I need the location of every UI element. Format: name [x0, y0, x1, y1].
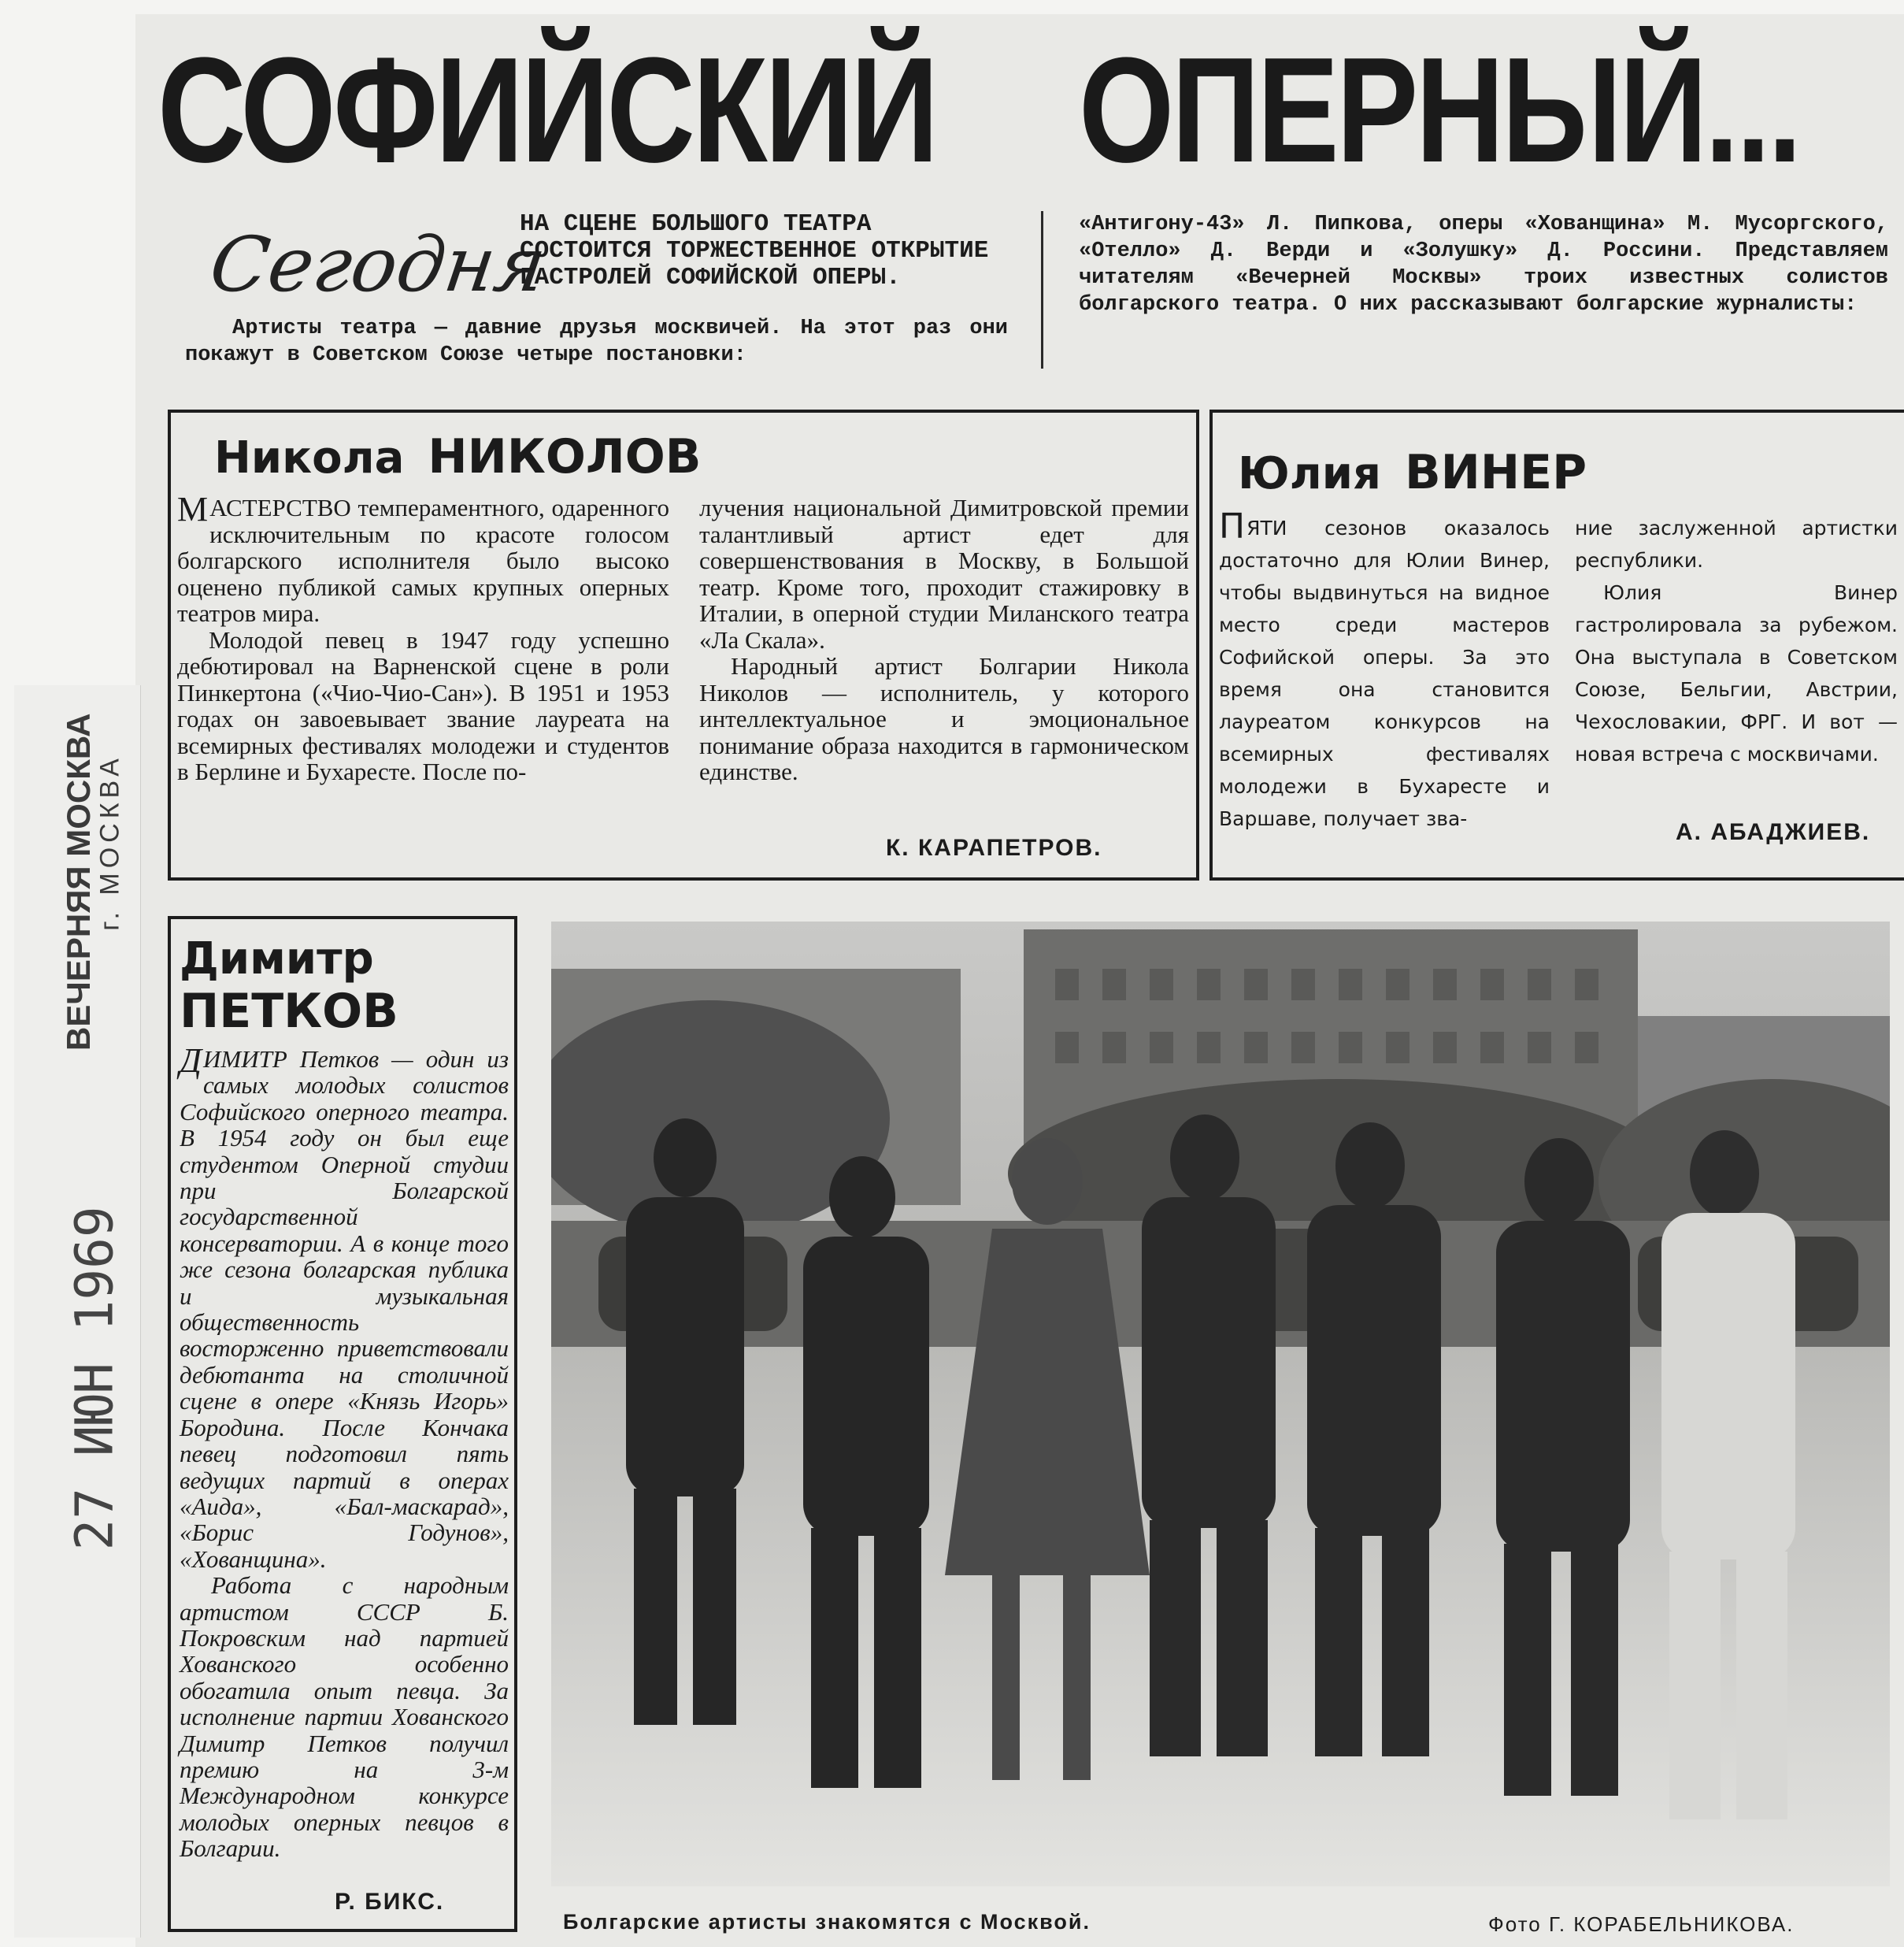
- profile-nikolov-col1: [177, 490, 669, 785]
- profile-nikolov-col1-p2: Молодой певец в 1947 году успешно дебютировал на Варненской сцене в роли Пинкертона («Чио-Чио-Сан»). В 1951 и 1953 годах он завоевывает звание лауреата на всемирных фестивалях молодежи и студентов в Берлине и Бухаресте. После по-: [177, 625, 669, 785]
- profile-nikolov-last-name: НИКОЛОВ: [428, 429, 702, 484]
- lead-text: Артисты театра — давние друзья москвичей. На этот раз они покажут в Советском Союзе четыре постановки:: [185, 317, 1008, 367]
- profile-nikolov-col2-text: лучения национальной Димитровской премии талантливый артист едет для совершенствования в Москву, в Большой театр. Кроме того, проходит стажировку в Италии, в оперной студии Миланского театра «Ла Скала».: [699, 494, 1189, 654]
- profile-viner-name: [1238, 447, 1587, 499]
- profile-nikolov-col1-text: АСТЕРСТВО темпераментного, одаренного исключительным по красоте голосом болгарского исполнителя было высоко оценено публикой самых крупных оперных театров мира.: [177, 494, 669, 627]
- photo-credit: Фото Г. КОРАБЕЛЬНИКОВА.: [1488, 1912, 1795, 1936]
- profile-viner-col2-text: ние заслуженной артистки республики.: [1575, 517, 1898, 572]
- profile-viner-first-name: Юлия: [1238, 448, 1381, 499]
- profile-nikolov-col2-p2: Народный артист Болгарии Никола Николов — исполнитель, у которого интеллектуальное и эмоциональное понимание образа находится в гармоническом единстве.: [699, 652, 1189, 785]
- headline-right: ОПЕРНЫЙ...: [1079, 27, 1800, 194]
- profile-petkov-text-p2: Работа с народным артистом СССР Б. Покровским над партией Хованского особенно обогатила опыт певца. За исполнение партии Хованского Димитр Петков получил премию на 3-м Международном конкурсе молодых оперных певцов в Болгарии.: [180, 1571, 509, 1863]
- profile-nikolov-col2: [699, 495, 1189, 785]
- profile-viner-signature: А. АБАДЖИЕВ.: [1676, 819, 1871, 845]
- profile-nikolov-name: [214, 429, 702, 484]
- profile-nikolov-signature: К. КАРАПЕТРОВ.: [886, 835, 1102, 861]
- masthead-city: г. МОСКВА: [94, 754, 125, 931]
- profile-petkov-text: [180, 1041, 509, 1863]
- profile-viner-col1: [1219, 506, 1550, 835]
- profile-viner-dropcap: П: [1219, 506, 1246, 547]
- group-photo-image: [551, 922, 1890, 1886]
- profile-viner-col2-p2: Юлия Винер гастролировала за рубежом. Она выступала в Советском Союзе, Бельгии, Австрии, Чехословакии, ФРГ. И вот — новая встреча с москвичами.: [1575, 581, 1898, 766]
- profile-petkov-signature: Р. БИКС.: [335, 1889, 445, 1915]
- masthead-publication: ВЕЧЕРНЯЯ МОСКВА: [60, 713, 97, 1051]
- lead-divider: [1041, 211, 1043, 369]
- profile-nikolov-dropcap: М: [177, 490, 209, 528]
- headline-left: СОФИЙСКИЙ: [157, 27, 936, 194]
- profile-viner-col1-text: ЯТИ сезонов оказалось достаточно для Юлии Винер, чтобы выдвинуться на видное место среди мастеров Софийской оперы. За это время она становится лауреатом конкурсов на всемирных фестивалях молодежи в Бухаресте и Варшаве, получает зва-: [1219, 517, 1550, 830]
- profile-petkov-text-main: ИМИТР Петков — один из самых молодых солистов Софийского оперного театра. В 1954 году он был еще студентом Оперной студии при Болгарской государственной консерватории. А в конце того же сезона болгарская публика и музыкальная общественность восторженно приветствовали дебютанта на столичной сцене в опере «Князь Игорь» Бородина. После Кончака певец подготовил пять ведущих партий в операх «Аида», «Бал-маскарад», «Борис Годунов», «Хованщина».: [180, 1045, 509, 1573]
- profile-petkov-first-name: Димитр: [180, 933, 374, 985]
- profile-viner-col2: [1575, 512, 1898, 770]
- photo-caption: Болгарские артисты знакомятся с Москвой.: [563, 1910, 1091, 1934]
- lead-text-right: «Антигону-43» Л. Пипкова, оперы «Хованщина» М. Мусоргского, «Отелло» Д. Верди и «Золушку» Д. Россини. Представляем читателям «Вечерней Москвы» троих известных солистов болгарского театра. О них рассказывают болгарские журналисты:: [1079, 213, 1888, 317]
- profile-petkov-dropcap: Д: [180, 1041, 202, 1080]
- group-photo: [551, 922, 1890, 1886]
- profile-petkov-last-name: ПЕТКОВ: [180, 984, 398, 1039]
- lead-caps: НА СЦЕНЕ БОЛЬШОГО ТЕАТРА СОСТОИТСЯ ТОРЖЕСТВЕННОЕ ОТКРЫТИЕ ГАСТРОЛЕЙ СОФИЙСКОЙ ОПЕРЫ.: [520, 210, 989, 291]
- kicker-sevodnya: Сегодня: [205, 221, 552, 309]
- profile-viner-last-name: ВИНЕР: [1404, 445, 1587, 500]
- profile-nikolov-first-name: Никола: [214, 432, 405, 484]
- date-stamp: 27 ИЮН 1969: [64, 1206, 125, 1551]
